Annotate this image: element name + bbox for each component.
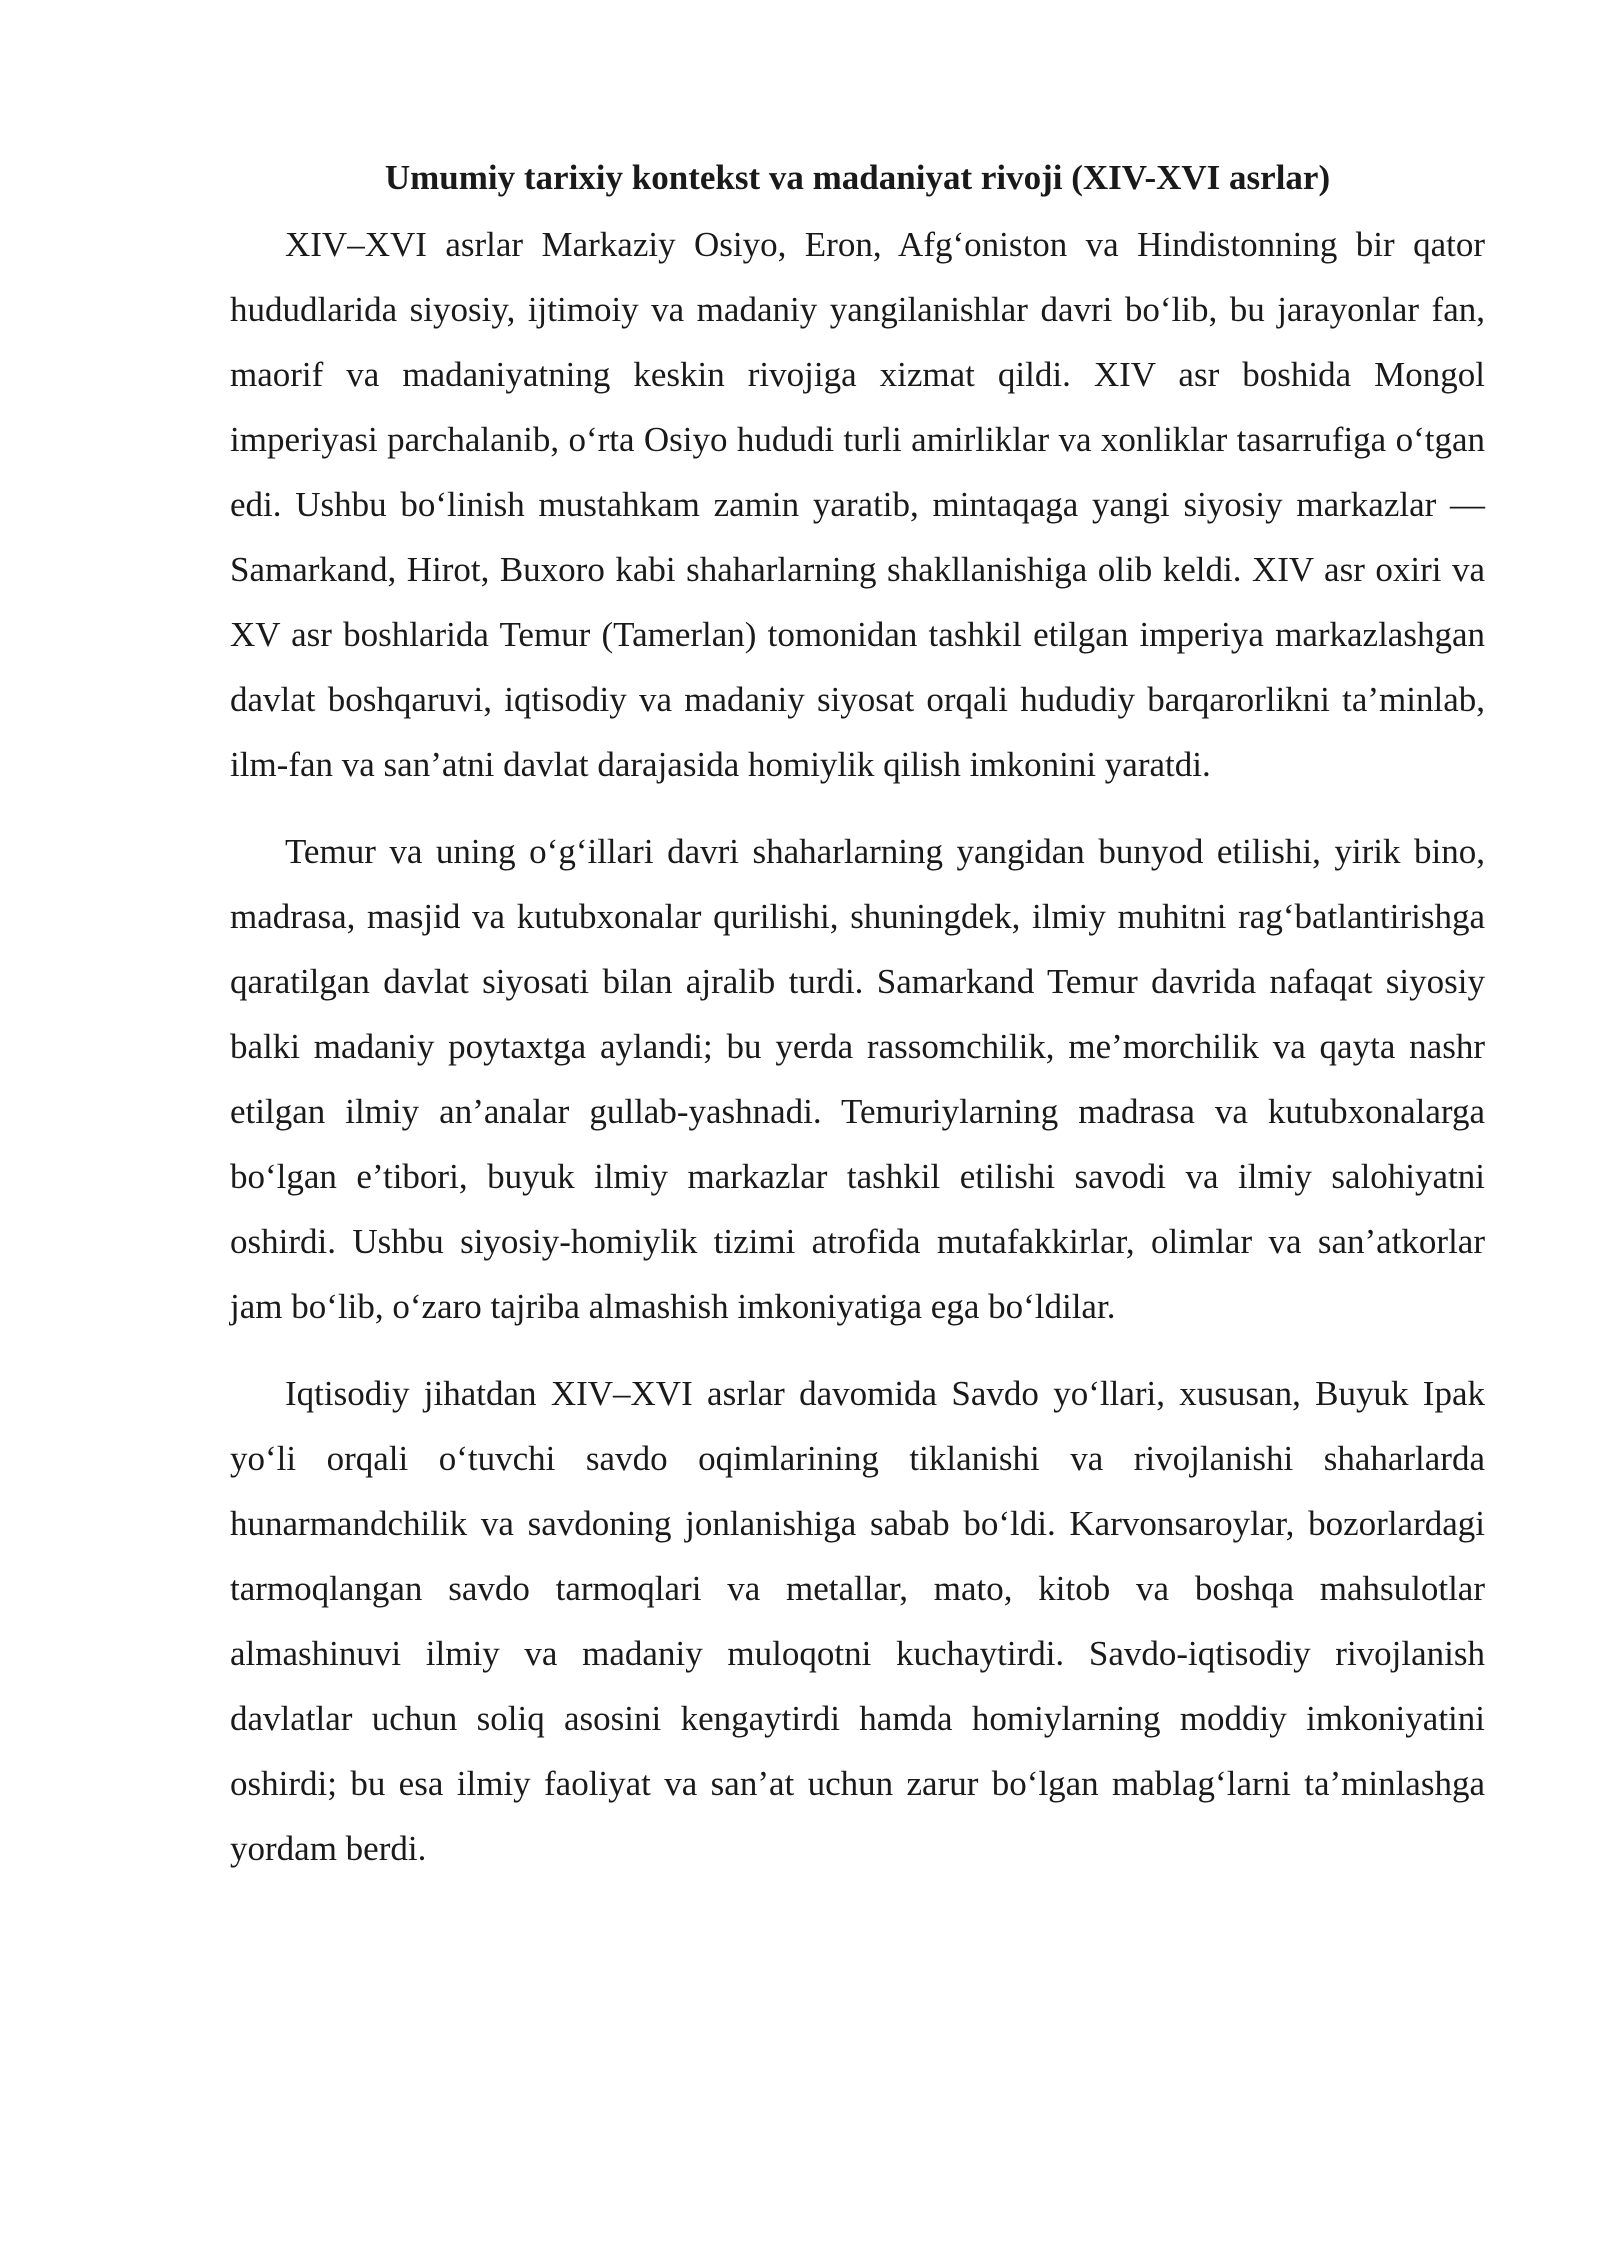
paragraph-3: Iqtisodiy jihatdan XIV–XVI asrlar davomida Savdo yo‘llari, xususan, Buyuk Ipak yo‘li orqali o‘tuvchi savdo oqimlarining tiklanishi va rivojlanishi shaharlarda hunarmandchilik va savdoning jonlanishiga sabab bo‘ldi. Karvonsaroylar, bozorlardagi tarmoqlangan savdo tarmoqlari va metallar, mato, kitob va boshqa mahsulotlar almashinuvi ilmiy va madaniy muloqotni kuchaytirdi. Savdo-iqtisodiy rivojlanish davlatlar uchun soliq asosini kengaytirdi hamda homiylarning moddiy imkoniyatini oshirdi; bu esa ilmiy faoliyat va san’at uchun zarur bo‘lgan mablag‘larni ta’minlashga yordam berdi. [230,1374,1485,1868]
document-body [230,148,1485,1903]
paragraph-1: XIV–XVI asrlar Markaziy Osiyo, Eron, Afg‘oniston va Hindistonning bir qator hududlarida siyosiy, ijtimoiy va madaniy yangilanishlar davri bo‘lib, bu jarayonlar fan, maorif va madaniyatning keskin rivojiga xizmat qildi. XIV asr boshida Mongol imperiyasi parchalanib, o‘rta Osiyo hududi turli amirliklar va xonliklar tasarrufiga o‘tgan edi. Ushbu bo‘linish mustahkam zamin yaratib, mintaqaga yangi siyosiy markazlar — Samarkand, Hirot, Buxoro kabi shaharlarning shakllanishiga olib keldi. XIV asr oxiri va XV asr boshlarida Temur (Tamerlan) tomonidan tashkil etilgan imperiya markazlashgan davlat boshqaruvi, iqtisodiy va madaniy siyosat orqali hududiy barqarorlikni ta’minlab, ilm-fan va san’atni davlat darajasida homiylik qilish imkonini yaratdi. [230,225,1485,784]
document-title: Umumiy tarixiy kontekst va madaniyat rivoji (XIV-XVI asrlar) [384,158,1331,197]
paragraph-2: Temur va uning o‘g‘illari davri shaharlarning yangidan bunyod etilishi, yirik bino, madrasa, masjid va kutubxonalar qurilishi, shuningdek, ilmiy muhitni rag‘batlantirishga qaratilgan davlat siyosati bilan ajralib turdi. Samarkand Temur davrida nafaqat siyosiy balki madaniy poytaxtga aylandi; bu yerda rassomchilik, me’morchilik va qayta nashr etilgan ilmiy an’analar gullab-yashnadi. Temuriylarning madrasa va kutubxonalarga bo‘lgan e’tibori, buyuk ilmiy markazlar tashkil etilishi savodi va ilmiy salohiyatni oshirdi. Ushbu siyosiy-homiylik tizimi atrofida mutafakkirlar, olimlar va san’atkorlar jam bo‘lib, o‘zaro tajriba almashish imkoniyatiga ega bo‘ldilar. [230,832,1485,1326]
